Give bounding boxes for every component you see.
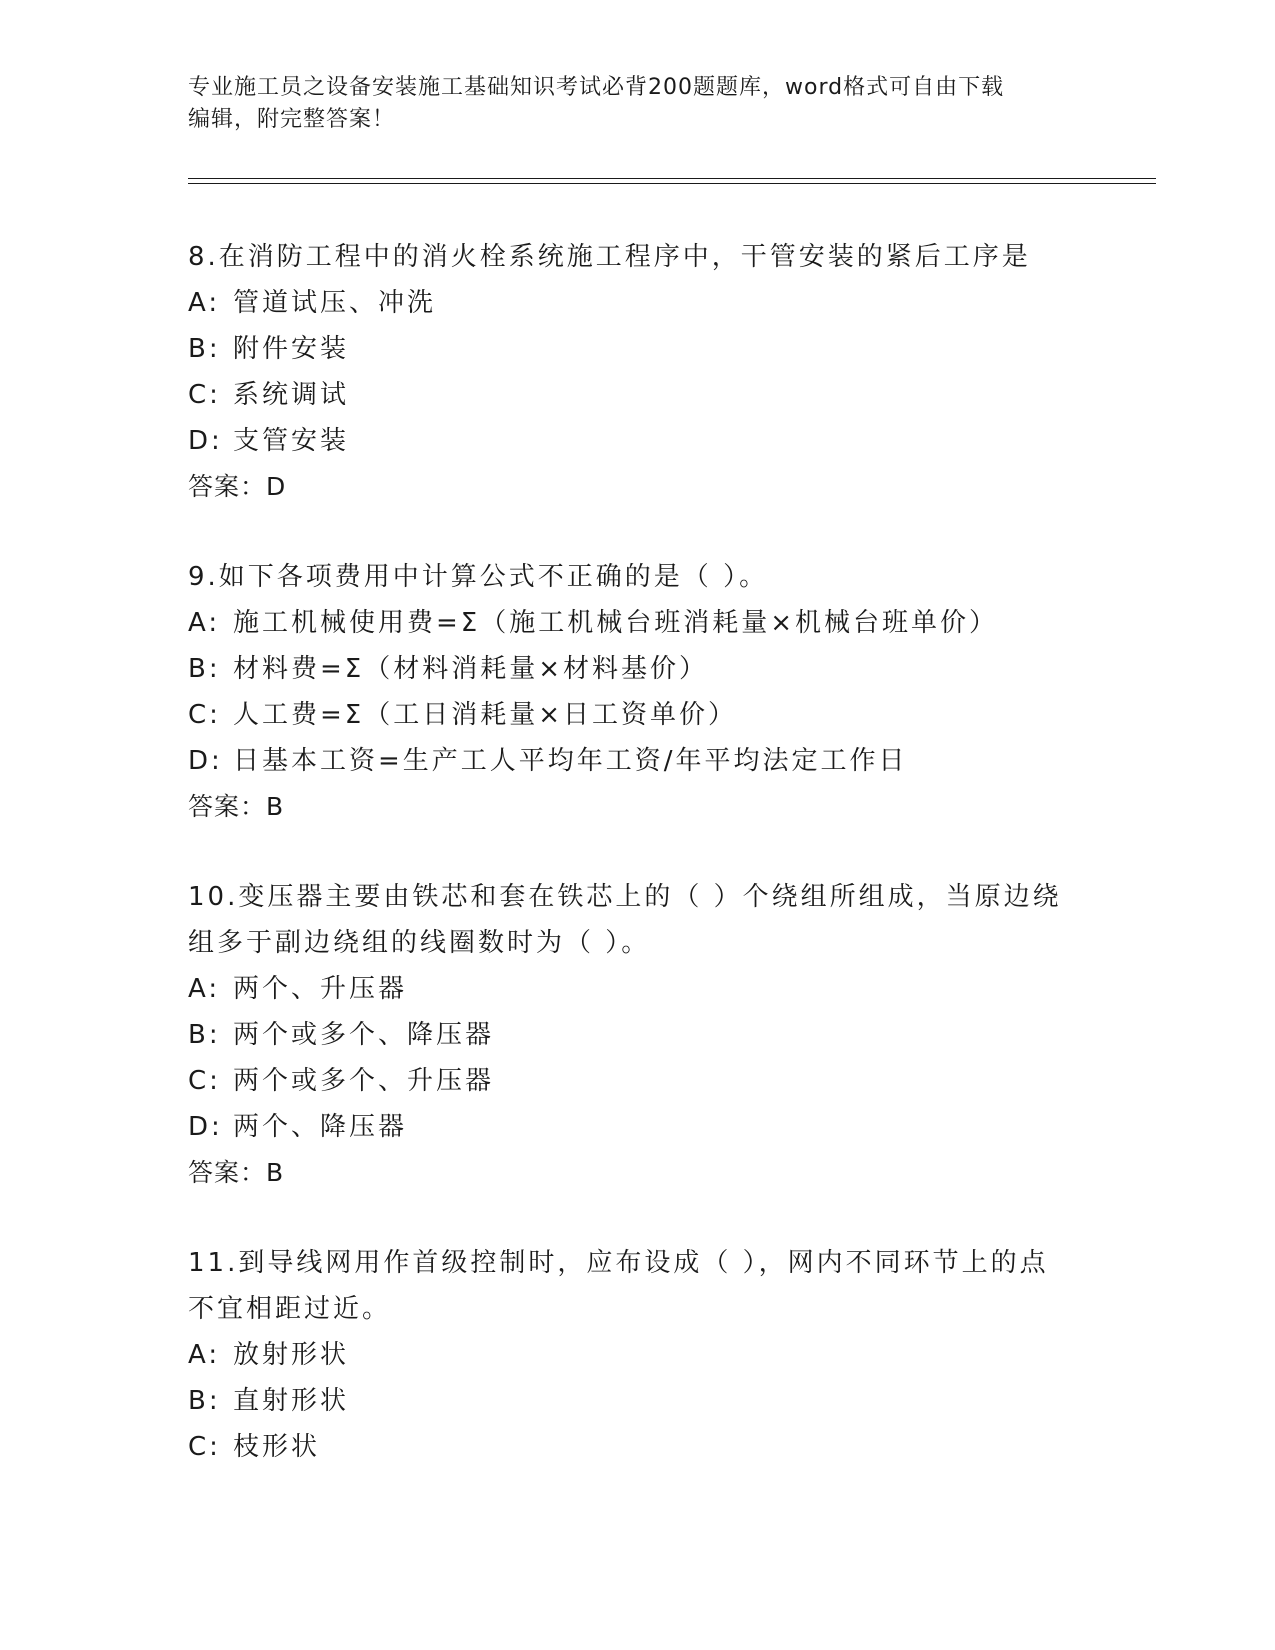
option-key: B:: [188, 654, 221, 684]
question-stem-continued: 不宜相距过近。: [188, 1294, 392, 1324]
option-text: 放射形状: [233, 1340, 350, 1370]
question-stem: 10.变压器主要由铁芯和套在铁芯上的（ ）个绕组所组成，当原边绕: [188, 882, 1062, 912]
option-c: [188, 372, 1068, 418]
option-key: A:: [188, 288, 221, 318]
option-text: 两个或多个、升压器: [233, 1066, 495, 1096]
option-key: C:: [188, 380, 221, 410]
option-text: 直射形状: [233, 1386, 350, 1416]
option-text: 施工机械使用费=Σ（施工机械台班消耗量×机械台班单价）: [233, 608, 998, 638]
answer: 答案：B: [188, 792, 285, 821]
option-a: [188, 280, 1068, 326]
option-text: 材料费=Σ（材料消耗量×材料基价）: [233, 654, 708, 684]
option-text: 枝形状: [233, 1432, 321, 1462]
question-stem: 8.在消防工程中的消火栓系统施工程序中，干管安装的紧后工序是: [188, 242, 1031, 272]
question-stem: 11.到导线网用作首级控制时，应布设成（ ），网内不同环节上的点: [188, 1248, 1049, 1278]
option-b: [188, 1012, 1068, 1058]
option-b: [188, 1378, 1068, 1424]
question-9: [188, 554, 1068, 830]
question-11: [188, 1240, 1068, 1470]
option-key: C:: [188, 1066, 221, 1096]
option-text: 系统调试: [233, 380, 350, 410]
option-key: C:: [188, 700, 221, 730]
option-key: D:: [188, 426, 223, 456]
answer: 答案：D: [188, 472, 287, 501]
option-b: [188, 646, 1068, 692]
option-text: 附件安装: [233, 334, 350, 364]
option-b: [188, 326, 1068, 372]
question-stem-continued: 组多于副边绕组的线圈数时为（ ）。: [188, 928, 651, 958]
option-key: A:: [188, 1340, 221, 1370]
option-text: 人工费=Σ（工日消耗量×日工资单价）: [233, 700, 737, 730]
header-divider-bottom: [188, 183, 1156, 184]
option-key: B:: [188, 1020, 221, 1050]
option-key: D:: [188, 746, 223, 776]
option-text: 两个、升压器: [233, 974, 408, 1004]
option-key: D:: [188, 1112, 223, 1142]
option-d: [188, 418, 1068, 464]
question-8: [188, 234, 1068, 510]
option-key: B:: [188, 334, 221, 364]
option-key: A:: [188, 608, 221, 638]
option-text: 支管安装: [233, 426, 350, 456]
option-a: [188, 600, 1068, 646]
option-c: [188, 1058, 1068, 1104]
answer: 答案：B: [188, 1158, 285, 1187]
option-key: B:: [188, 1386, 221, 1416]
option-a: [188, 1332, 1068, 1378]
option-d: [188, 738, 1068, 784]
option-text: 日基本工资=生产工人平均年工资/年平均法定工作日: [233, 746, 908, 776]
option-key: A:: [188, 974, 221, 1004]
option-text: 管道试压、冲洗: [233, 288, 437, 318]
option-c: [188, 692, 1068, 738]
option-text: 两个、降压器: [233, 1112, 408, 1142]
option-d: [188, 1104, 1068, 1150]
option-a: [188, 966, 1068, 1012]
document-header: [188, 72, 1068, 136]
header-line-2: 编辑，附完整答案！: [188, 107, 396, 132]
header-line-1: 专业施工员之设备安装施工基础知识考试必背200题题库，word格式可自由下载: [188, 75, 1005, 100]
header-divider-top: [188, 178, 1156, 179]
option-text: 两个或多个、降压器: [233, 1020, 495, 1050]
option-c: [188, 1424, 1068, 1470]
question-stem: 9.如下各项费用中计算公式不正确的是（ ）。: [188, 562, 769, 592]
option-key: C:: [188, 1432, 221, 1462]
question-10: [188, 874, 1068, 1196]
